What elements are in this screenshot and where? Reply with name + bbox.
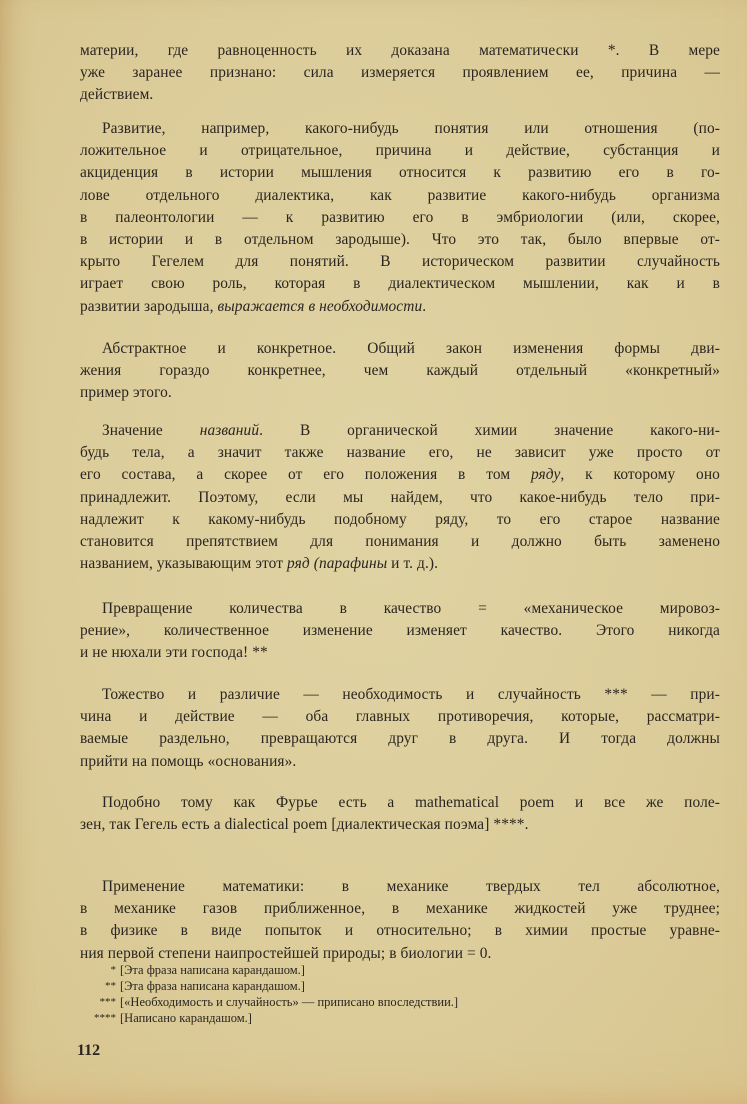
text-line: и не нюхали эти господа! ** <box>80 644 268 662</box>
text-line: в физике в виде попыток и относительно; в химии простые уравне- <box>80 922 720 940</box>
paragraph-identity-difference <box>80 684 720 773</box>
text-line: Превращение количества в качество = «механическое мировоз- <box>102 600 720 617</box>
text-line: зен, так Гегель есть a dialectical poem [диалектическая поэма] ****. <box>80 816 529 834</box>
text-line: чина и действие — оба главных противоречия, которые, рассматри- <box>80 708 720 726</box>
footnote-text: [«Необходимость и случайность» — приписано впоследствии.] <box>120 995 459 1009</box>
footnotes <box>78 962 678 1026</box>
text-line: Тожество и различие — необходимость и случайность *** — при- <box>102 686 720 703</box>
text-line: ложительное и отрицательное, причина и действие, субстанция и <box>80 142 720 160</box>
text-line: в палеонтологии — к развитию его в эмбриологии (или, скорее, <box>80 208 720 226</box>
italic-emphasis: ряд (парафины <box>287 555 388 573</box>
text-line: становится препятствием для понимания и должно быть заменено <box>80 533 720 551</box>
text-line: рение», количественное изменение изменяет качество. Этого никогда <box>80 622 720 640</box>
text-line: Развитие, например, какого-нибудь понятия или отношения (по- <box>102 120 720 137</box>
footnote-text: [Эта фраза написана карандашом.] <box>120 979 305 993</box>
text-line: Подобно тому как Фурье есть a mathematical poem и все же поле- <box>102 794 720 811</box>
text-line: будь тела, а значит также название его, не зависит уже просто от <box>80 444 720 462</box>
text-run: названием, указывающим этот <box>80 555 288 573</box>
paragraph-meaning-of-names <box>80 420 720 575</box>
paragraph-fourier-hegel <box>80 792 720 836</box>
text-line: крыто Гегелем для понятий. В историческом развитии случайность <box>80 253 720 271</box>
text-line: Применение математики: в механике твердых тел абсолютное, <box>102 878 720 895</box>
text-line: принадлежит. Поэтому, если мы найдем, что какое-нибудь тело при- <box>80 488 720 506</box>
italic-emphasis: выражается в необходимости <box>217 297 423 315</box>
italic-emphasis: ряду <box>530 466 561 484</box>
paragraph-application-mathematics <box>80 876 720 965</box>
footnote-mark: **** <box>94 1012 116 1024</box>
text-run: . В органической химии значение какого-ни- <box>259 422 720 439</box>
footnote <box>78 962 678 978</box>
footnote <box>78 994 678 1010</box>
footnote-mark: * <box>110 964 116 976</box>
footnote <box>78 978 678 994</box>
text-line: Абстрактное и конкретное. Общий закон изменения формы дви- <box>102 340 720 357</box>
footnote-text: [Эта фраза написана карандашом.] <box>120 963 305 977</box>
text-line: пример этого. <box>80 384 172 402</box>
footnote-mark: *** <box>99 996 116 1008</box>
text-line: в механике газов приближенное, в механике жидкостей уже труднее; <box>80 900 720 918</box>
footnote-text: [Написано карандашом.] <box>120 1011 252 1025</box>
paragraph-abstract-concrete <box>80 338 720 405</box>
text-line: лове отдельного диалектика, как развитие какого-нибудь организма <box>80 186 720 204</box>
text-run: . <box>422 297 427 315</box>
text-run: и т. д.). <box>387 555 439 573</box>
text-line: уже заранее признано: сила измеряется проявлением ее, причина — <box>80 64 720 82</box>
text-line <box>80 464 720 486</box>
paragraph-development-concept <box>80 118 720 318</box>
text-line: акциденция в истории мышления относится к развитию его в го- <box>80 164 720 182</box>
footnote <box>78 1010 678 1026</box>
text-line: ния первой степени наипростейшей природы; в биологии = 0. <box>80 944 492 962</box>
text-line <box>80 553 720 575</box>
text-line: в истории и в отдельном зародыше). Что это так, было впервые от- <box>80 231 720 249</box>
text-line: прийти на помощь «основания». <box>80 752 297 770</box>
footnote-mark: ** <box>105 980 116 992</box>
text-line: материи, где равноценность их доказана математически *. В мере <box>80 42 720 59</box>
text-line: играет свою роль, которая в диалектическом мышлении, как и в <box>80 275 720 293</box>
text-run: его состава, а скорее от его положения в том <box>80 466 531 484</box>
paragraph-quantity-quality <box>80 598 720 665</box>
text-run: развитии зародыша, <box>80 297 218 315</box>
text-line: ваемые раздельно, превращаются друг в друга. И тогда должны <box>80 730 720 748</box>
text-line: действием. <box>80 86 154 104</box>
text-line: жения гораздо конкретнее, чем каждый отдельный «конкретный» <box>80 362 720 380</box>
page-number: 112 <box>77 1042 101 1059</box>
italic-emphasis: названий <box>199 422 260 439</box>
text-line: надлежит к какому-нибудь подобному ряду, то его старое название <box>80 510 720 528</box>
text-line <box>80 296 720 318</box>
text-run: , к которому оно <box>560 466 720 484</box>
text-run: Значение <box>102 422 200 439</box>
text-line <box>80 420 720 442</box>
paragraph-measure-force <box>80 40 720 107</box>
